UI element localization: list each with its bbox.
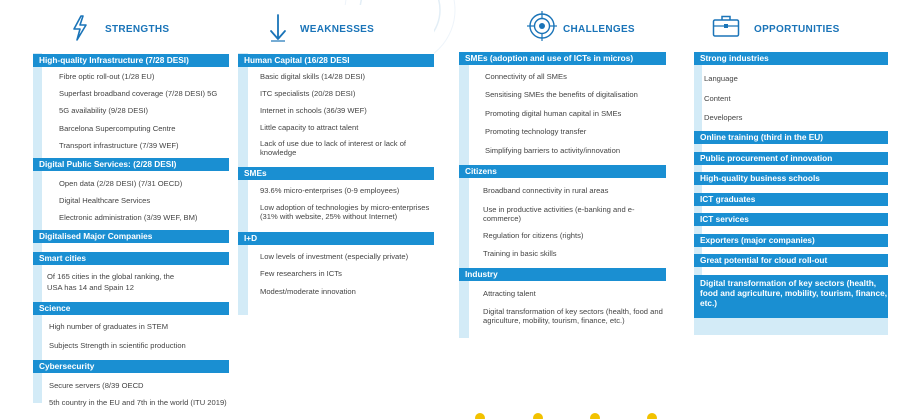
- opportunities-column: [694, 5, 888, 335]
- section-heading: Great potential for cloud roll-out: [694, 254, 888, 267]
- list-item: Attracting talent: [483, 289, 536, 298]
- list-item: Digital Healthcare Services: [59, 196, 151, 205]
- section-heading: Online training (third in the EU): [694, 131, 888, 144]
- section-heading: ICT graduates: [694, 193, 888, 206]
- list-item: Basic digital skills (14/28 DESI): [260, 72, 366, 81]
- strengths-side-panel: [33, 53, 42, 403]
- section-heading: I+D: [238, 232, 434, 245]
- list-item: ITC specialists (20/28 DESI): [260, 89, 356, 98]
- down-arrow-icon: [268, 14, 288, 47]
- list-item: Modest/moderate innovation: [260, 287, 356, 296]
- list-item: Fibre optic roll-out (1/28 EU): [59, 72, 155, 81]
- list-item: 5G availability (9/28 DESI): [59, 106, 149, 115]
- list-item: Promoting digital human capital in SMEs: [485, 109, 622, 118]
- section-heading: Smart cities: [33, 252, 229, 265]
- weaknesses-side-panel: [238, 53, 248, 315]
- list-item: Digital transformation of key sectors (health, food and agriculture, mobility, tourism, finance, etc.): [483, 307, 663, 325]
- list-item: Simplifying barriers to activity/innovation: [485, 146, 621, 155]
- list-item: Lack of use due to lack of interest or lack of knowledge: [260, 139, 407, 157]
- list-item: 93.6% micro-enterprises (0-9 employees): [260, 186, 400, 195]
- list-item: Promoting technology transfer: [485, 127, 587, 136]
- list-item: Regulation for citizens (rights): [483, 231, 584, 240]
- section-heading: High-quality business schools: [694, 172, 888, 185]
- opportunities-title: OPPORTUNITIES: [754, 23, 840, 35]
- section-heading: Public procurement of innovation: [694, 152, 888, 165]
- strengths-title: STRENGTHS: [105, 23, 170, 35]
- section-heading: High-quality Infrastructure (7/28 DESI): [33, 54, 229, 67]
- target-icon: [527, 11, 557, 46]
- section-heading: SMEs: [238, 167, 434, 180]
- section-heading: Cybersecurity: [33, 360, 229, 373]
- list-item: Open data (2/28 DESI) (7/31 OECD): [59, 179, 183, 188]
- briefcase-icon: [712, 14, 740, 43]
- list-item: Low adoption of technologies by micro-enterprises (31% with website, 25% without Internet): [260, 203, 430, 221]
- list-item: Of 165 cities in the global ranking, the: [47, 272, 175, 281]
- list-item: Developers: [704, 113, 743, 122]
- challenges-column: [459, 5, 666, 415]
- decorative-dot: [590, 413, 600, 419]
- list-item: Use in productive activities (e-banking and e-commerce): [483, 205, 635, 223]
- list-item: Training in basic skills: [483, 249, 557, 258]
- section-heading: Human Capital (16/28 DESI: [238, 54, 434, 67]
- challenges-side-panel: [459, 53, 469, 338]
- lightning-icon: [71, 15, 89, 46]
- section-heading: Digital Public Services: (2/28 DESI): [33, 158, 229, 171]
- list-item: Barcelona Supercomputing Centre: [59, 124, 176, 133]
- decorative-dot: [647, 413, 657, 419]
- decorative-dot: [475, 413, 485, 419]
- section-heading: ICT services: [694, 213, 888, 226]
- decorative-dot: [533, 413, 543, 419]
- opportunities-bottom-panel: [694, 315, 888, 335]
- weaknesses-title: WEAKNESSES: [300, 23, 375, 35]
- section-heading: Strong industries: [694, 52, 888, 65]
- section-heading: Exporters (major companies): [694, 234, 888, 247]
- list-item: Internet in schools (36/39 WEF): [260, 106, 367, 115]
- list-item: Little capacity to attract talent: [260, 123, 359, 132]
- list-item: Few researchers in ICTs: [260, 269, 342, 278]
- weaknesses-column: [238, 5, 434, 415]
- list-item: High number of graduates in STEM: [49, 322, 169, 331]
- list-item: 5th country in the EU and 7th in the world (ITU 2019): [49, 398, 227, 407]
- list-item: Broadband connectivity in rural areas: [483, 186, 609, 195]
- list-item: Connectivity of all SMEs: [485, 72, 567, 81]
- section-heading: Industry: [459, 268, 666, 281]
- list-item: Electronic administration (3/39 WEF, BM): [59, 213, 198, 222]
- list-item: Superfast broadband coverage (7/28 DESI) 5G: [59, 89, 218, 98]
- section-heading: SMEs (adoption and use of ICTs in micros): [459, 52, 666, 65]
- list-item: Transport infrastructure (7/39 WEF): [59, 141, 179, 150]
- list-item: Sensitising SMEs the benefits of digitalisation: [485, 90, 638, 99]
- strengths-column: [33, 5, 229, 415]
- list-item: Secure servers (8/39 OECD: [49, 381, 144, 390]
- list-item: Subjects Strength in scientific production: [49, 341, 186, 350]
- challenges-title: CHALLENGES: [563, 23, 635, 35]
- list-item: USA has 14 and Spain 12: [47, 283, 134, 292]
- list-item: Language: [704, 74, 738, 83]
- list-item: Low levels of investment (especially private): [260, 252, 409, 261]
- section-heading: Digital transformation of key sectors (health, food and agriculture, mobility, tourism, finance, etc.): [694, 275, 888, 318]
- section-heading: Digitalised Major Companies: [33, 230, 229, 243]
- section-heading: Citizens: [459, 165, 666, 178]
- list-item: Content: [704, 94, 731, 103]
- section-heading: Science: [33, 302, 229, 315]
